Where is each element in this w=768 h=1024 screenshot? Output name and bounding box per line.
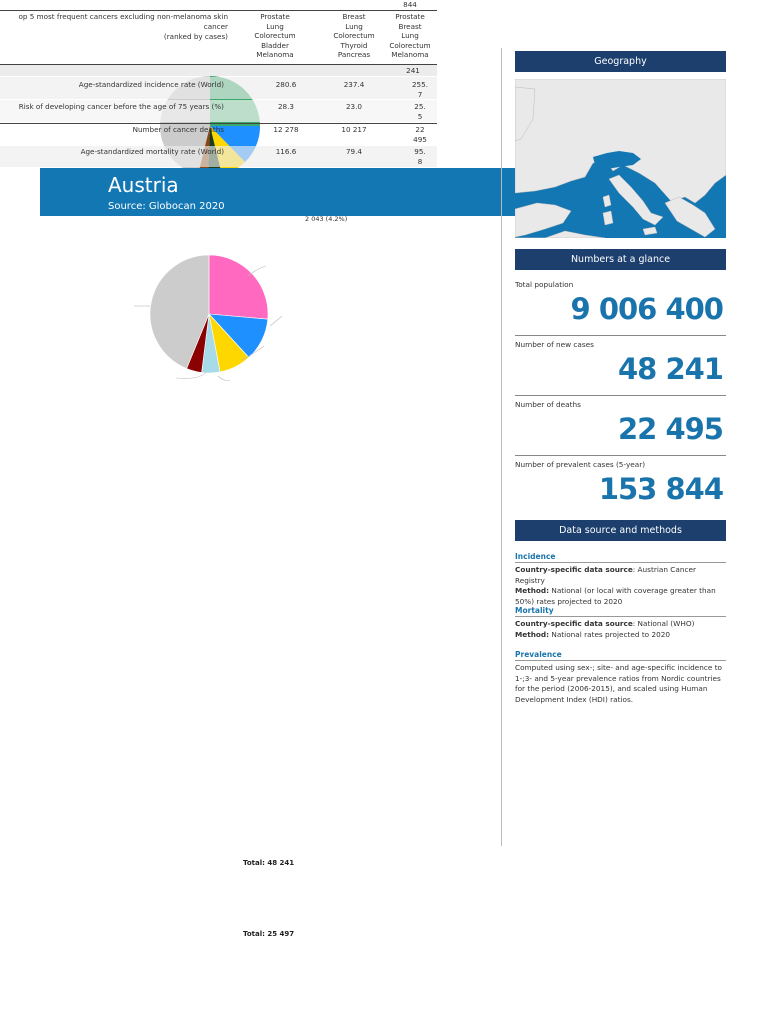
table-cell-deaths-2: 10 217 [341,125,367,134]
table-row-label-deaths: Number of cancer deaths [132,125,224,134]
table-rule-top [0,10,437,11]
geography-map [515,79,726,238]
table-rule-deaths [0,123,437,124]
table-cell-mortality-2: 79.4 [345,147,362,156]
table-cell-mortality-3: 95. 8 [414,147,426,166]
stat-label-deaths: Number of deaths [515,400,581,409]
table-col-1-cancers: Prostate Lung Colorectum Bladder Melanoma [254,12,296,60]
country-banner [40,168,522,216]
table-band-value: 241 [406,66,420,75]
stat-rule-2 [515,395,726,396]
prevalence-text: Computed using sex-; site- and age-specific incidence to 1-;3- and 5-year prevalence ratios from Nordic countries for the period (2006-2015), and scaled using Human Development Index (HDI) ratios. [515,663,723,704]
column-divider [501,48,502,846]
incidence-title: Incidence [515,552,556,561]
table-cell-incidence-3: 255. 7 [411,80,428,99]
prevalence-title: Prevalence [515,650,562,659]
table-top-value: 844 [403,0,417,9]
table-cell-mortality-1: 116.6 [275,147,297,156]
methods-header: Data source and methods [515,520,726,541]
incidence-rule [515,562,726,563]
table-col-3-cancers: Prostate Breast Lung Colorectum Melanoma [389,12,431,60]
prevalence-rule [515,660,726,661]
country-title: Austria [108,173,179,197]
pie-slice-1 [209,255,268,319]
table-row-label-risk: Risk of developing cancer before the age of 75 years (%) [18,102,224,111]
pie-slice-label: 2 043 (4.2%) [305,215,348,223]
table-cell-risk-1: 28.3 [277,102,294,111]
stat-value-new-cases: 48 241 [618,352,723,386]
cases-pie-chart [130,248,300,383]
stat-rule-1 [515,335,726,336]
table-cell-deaths-1: 12 278 [273,125,299,134]
table-row-header-top-cancers: op 5 most frequent cancers excluding non-melanoma skin cancer (ranked by cases) [18,12,228,41]
table-cell-incidence-1: 280.6 [275,80,297,89]
stat-rule-3 [515,455,726,456]
table-cell-risk-2: 23.0 [345,102,362,111]
table-cell-deaths-3: 22 495 [413,125,427,144]
total-cases: Total: 48 241 [243,859,295,867]
table-row-label-incidence: Age-standardized incidence rate (World) [78,80,224,89]
stat-value-prevalent: 153 844 [598,472,723,506]
table-row-label-mortality: Age-standardized mortality rate (World) [80,147,224,156]
table-col-2-cancers: Breast Lung Colorectum Thyroid Pancreas [333,12,375,60]
glance-header: Numbers at a glance [515,249,726,270]
stat-label-population: Total population [515,280,574,289]
table-cell-incidence-2: 237.4 [343,80,365,89]
geography-header: Geography [515,51,726,72]
stat-value-population: 9 006 400 [570,292,723,326]
source-label: Source: Globocan 2020 [108,201,225,212]
stat-value-deaths: 22 495 [618,412,723,446]
mortality-title: Mortality [515,606,554,615]
stat-label-new-cases: Number of new cases [515,340,594,349]
incidence-text: Country-specific data source: Austrian Cancer Registry Method: National (or local with coverage greater than 50%) rates projected to 2020 [515,565,716,606]
mortality-text: Country-specific data source: National (WHO) Method: National rates projected to 2020 [515,619,695,639]
mortality-rule [515,616,726,617]
table-cell-risk-3: 25. 5 [414,102,426,121]
stat-label-prevalent: Number of prevalent cases (5-year) [515,460,646,469]
total-deaths: Total: 25 497 [243,930,295,938]
